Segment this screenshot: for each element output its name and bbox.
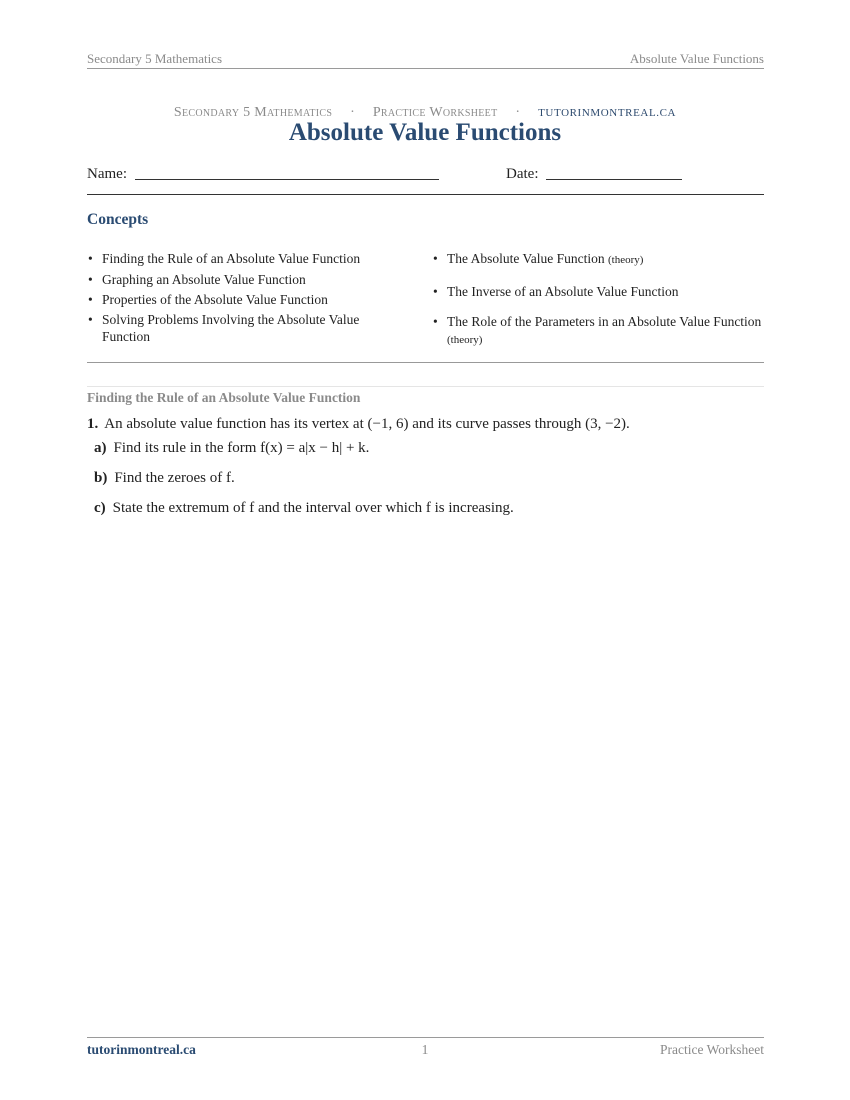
concept-text: The Inverse of an Absolute Value Function xyxy=(447,284,679,299)
concept-text: Solving Problems Involving the Absolute Value Function xyxy=(102,312,360,344)
concept-text: The Absolute Value Function xyxy=(447,251,605,266)
bullet-icon: • xyxy=(433,314,438,329)
kicker-separator: · xyxy=(350,105,356,120)
date-field[interactable] xyxy=(506,166,682,183)
name-blank-line[interactable] xyxy=(135,178,439,180)
concepts-divider xyxy=(87,362,764,363)
kicker-course: Secondary 5 Mathematics xyxy=(173,105,333,120)
concept-text: Graphing an Absolute Value Function xyxy=(102,272,306,287)
running-header-left: Secondary 5 Mathematics xyxy=(87,51,223,66)
part-label: b) xyxy=(94,470,108,486)
concepts-list-right xyxy=(432,250,762,349)
concepts-heading: Concepts xyxy=(87,211,149,228)
concept-text: Properties of the Absolute Value Function xyxy=(102,292,328,307)
section-divider xyxy=(87,386,764,387)
header-divider xyxy=(87,194,764,195)
bullet-icon: • xyxy=(88,251,93,266)
concept-text: Finding the Rule of an Absolute Value Function xyxy=(102,251,361,266)
part-text: Find the zeroes of f. xyxy=(114,470,235,486)
problem-text: An absolute value function has its vertex at (−1, 6) and its curve passes through (3, −2). xyxy=(104,416,630,432)
footer-divider xyxy=(87,1037,764,1038)
page-number: 1 xyxy=(421,1042,429,1057)
section-heading: Finding the Rule of an Absolute Value Function xyxy=(87,390,361,405)
date-label: Date: xyxy=(506,166,539,182)
part-text: State the extremum of f and the interval over which f is increasing. xyxy=(112,500,514,516)
bullet-icon: • xyxy=(433,251,438,266)
theory-note: (theory) xyxy=(608,254,644,266)
theory-note: (theory) xyxy=(447,334,483,346)
concept-item[interactable] xyxy=(432,250,762,269)
part-label: a) xyxy=(94,440,107,456)
kicker-separator: · xyxy=(515,105,521,120)
bullet-icon: • xyxy=(88,312,93,327)
name-field[interactable] xyxy=(87,166,439,183)
concept-item[interactable] xyxy=(432,283,762,300)
running-header xyxy=(87,50,764,69)
problem-part xyxy=(94,440,369,457)
problem-statement xyxy=(87,416,630,433)
concept-item[interactable] xyxy=(87,271,407,288)
part-text: Find its rule in the form f(x) = a|x − h| + k. xyxy=(113,440,370,456)
concept-item[interactable] xyxy=(87,250,407,267)
page-title: Absolute Value Functions xyxy=(288,119,562,146)
footer-site-link[interactable]: tutorinmontreal.ca xyxy=(87,1042,196,1057)
concept-item[interactable] xyxy=(87,311,407,345)
bullet-icon: • xyxy=(433,284,438,299)
concepts-list-left xyxy=(87,250,407,345)
footer-doc-type: Practice Worksheet xyxy=(660,1042,764,1057)
concept-item[interactable] xyxy=(87,291,407,308)
problem-number: 1. xyxy=(87,416,99,432)
concept-item[interactable] xyxy=(432,313,762,349)
bullet-icon: • xyxy=(88,292,93,307)
problem-part xyxy=(94,470,235,487)
part-label: c) xyxy=(94,500,106,516)
date-blank-line[interactable] xyxy=(546,178,682,180)
name-label: Name: xyxy=(87,166,127,182)
running-header-right: Absolute Value Functions xyxy=(629,51,764,66)
concept-text: The Role of the Parameters in an Absolute Value Function xyxy=(447,314,762,329)
problem-part xyxy=(94,500,514,517)
kicker-site-link[interactable]: TUTORINMONTREAL.CA xyxy=(538,107,677,119)
bullet-icon: • xyxy=(88,272,93,287)
kicker-type: Practice Worksheet xyxy=(372,105,498,120)
